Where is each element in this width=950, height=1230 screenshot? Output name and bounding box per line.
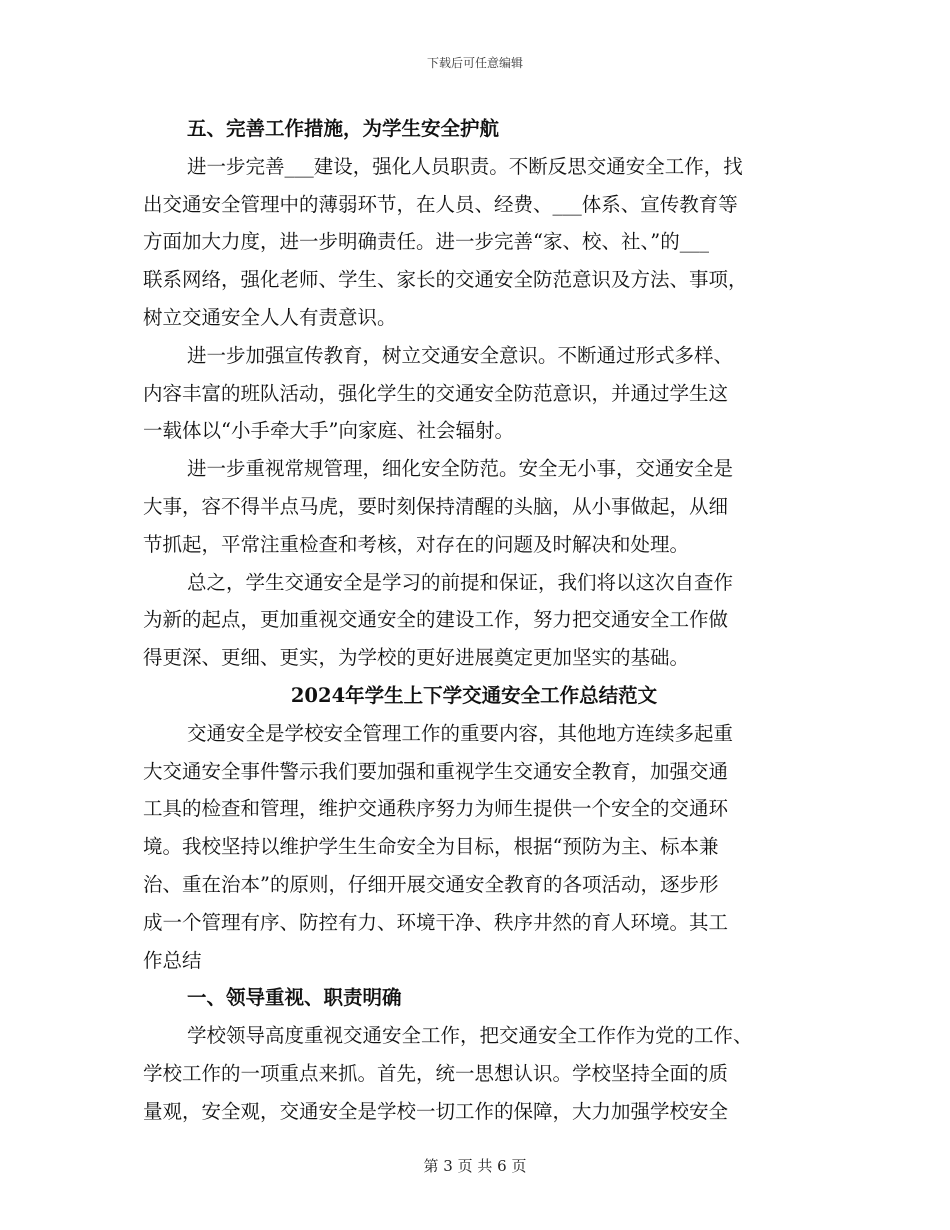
text-line: 大交通安全事件警示我们要加强和重视学生交通安全教育，加强交通 <box>143 759 729 783</box>
document-title: 2024年学生上下学交通安全工作总结范文 <box>290 683 658 707</box>
text-line: 内容丰富的班队活动，强化学生的交通安全防范意识，并通过学生这 <box>143 381 729 405</box>
text-line: 进一步完善___建设，强化人员职责。不断反思交通安全工作，找 <box>187 154 743 178</box>
text-line: 进一步重视常规管理，细化安全防范。安全无小事，交通安全是 <box>187 457 734 481</box>
text-line: 学校工作的一项重点来抓。首先，统一思想认识。学校坚持全面的质 <box>143 1061 729 1085</box>
text-line: 作总结 <box>143 948 202 972</box>
text-line: 工具的检查和管理，维护交通秩序努力为师生提供一个安全的交通环 <box>143 797 729 821</box>
text-line: 为新的起点，更加重视交通安全的建设工作，努力把交通安全工作做 <box>143 608 729 632</box>
text-line: 进一步加强宣传教育，树立交通安全意识。不断通过形式多样、 <box>187 343 734 367</box>
text-line: 治、重在治本”的原则，仔细开展交通安全教育的各项活动，逐步形 <box>143 872 719 896</box>
text-line: 得更深、更细、更实，为学校的更好进展奠定更加坚实的基础。 <box>143 646 690 670</box>
section-heading: 五、完善工作措施，为学生安全护航 <box>187 117 500 140</box>
text-line: 境。我校坚持以维护学生生命安全为目标，根据“预防为主、标本兼 <box>143 835 719 859</box>
text-line: 成一个管理有序、防控有力、环境干净、秩序井然的育人环境。其工 <box>143 910 729 934</box>
header-note: 下载后可任意编辑 <box>426 56 523 70</box>
text-line: 总之，学生交通安全是学习的前提和保证，我们将以这次自查作 <box>187 570 734 594</box>
text-line: 大事，容不得半点马虎，要时刻保持清醒的头脑，从小事做起，从细 <box>143 494 729 518</box>
document-body <box>143 110 805 1131</box>
page-number: 第 3 页 共 6 页 <box>423 1157 527 1175</box>
text-line: 量观，安全观，交通安全是学校一切工作的保障，大力加强学校安全 <box>143 1099 729 1123</box>
text-line: 一载体以“小手牵大手”向家庭、社会辐射。 <box>143 419 514 443</box>
text-line: 方面加大力度，进一步明确责任。进一步完善“家、校、社、”的___ <box>143 230 709 254</box>
text-line: 节抓起，平常注重检查和考核，对存在的问题及时解决和处理。 <box>143 532 690 556</box>
section-heading: 一、领导重视、职责明确 <box>187 986 402 1010</box>
text-line: 交通安全是学校安全管理工作的重要内容，其他地方连续多起重 <box>187 721 734 745</box>
text-line: 联系网络，强化老师、学生、家长的交通安全防范意识及方法、事项， <box>143 268 748 292</box>
text-line: 树立交通安全人人有责意识。 <box>143 305 397 329</box>
text-line: 学校领导高度重视交通安全工作，把交通安全工作作为党的工作、 <box>187 1024 753 1048</box>
text-line: 出交通安全管理中的薄弱环节，在人员、经费、___体系、宣传教育等 <box>143 192 738 216</box>
